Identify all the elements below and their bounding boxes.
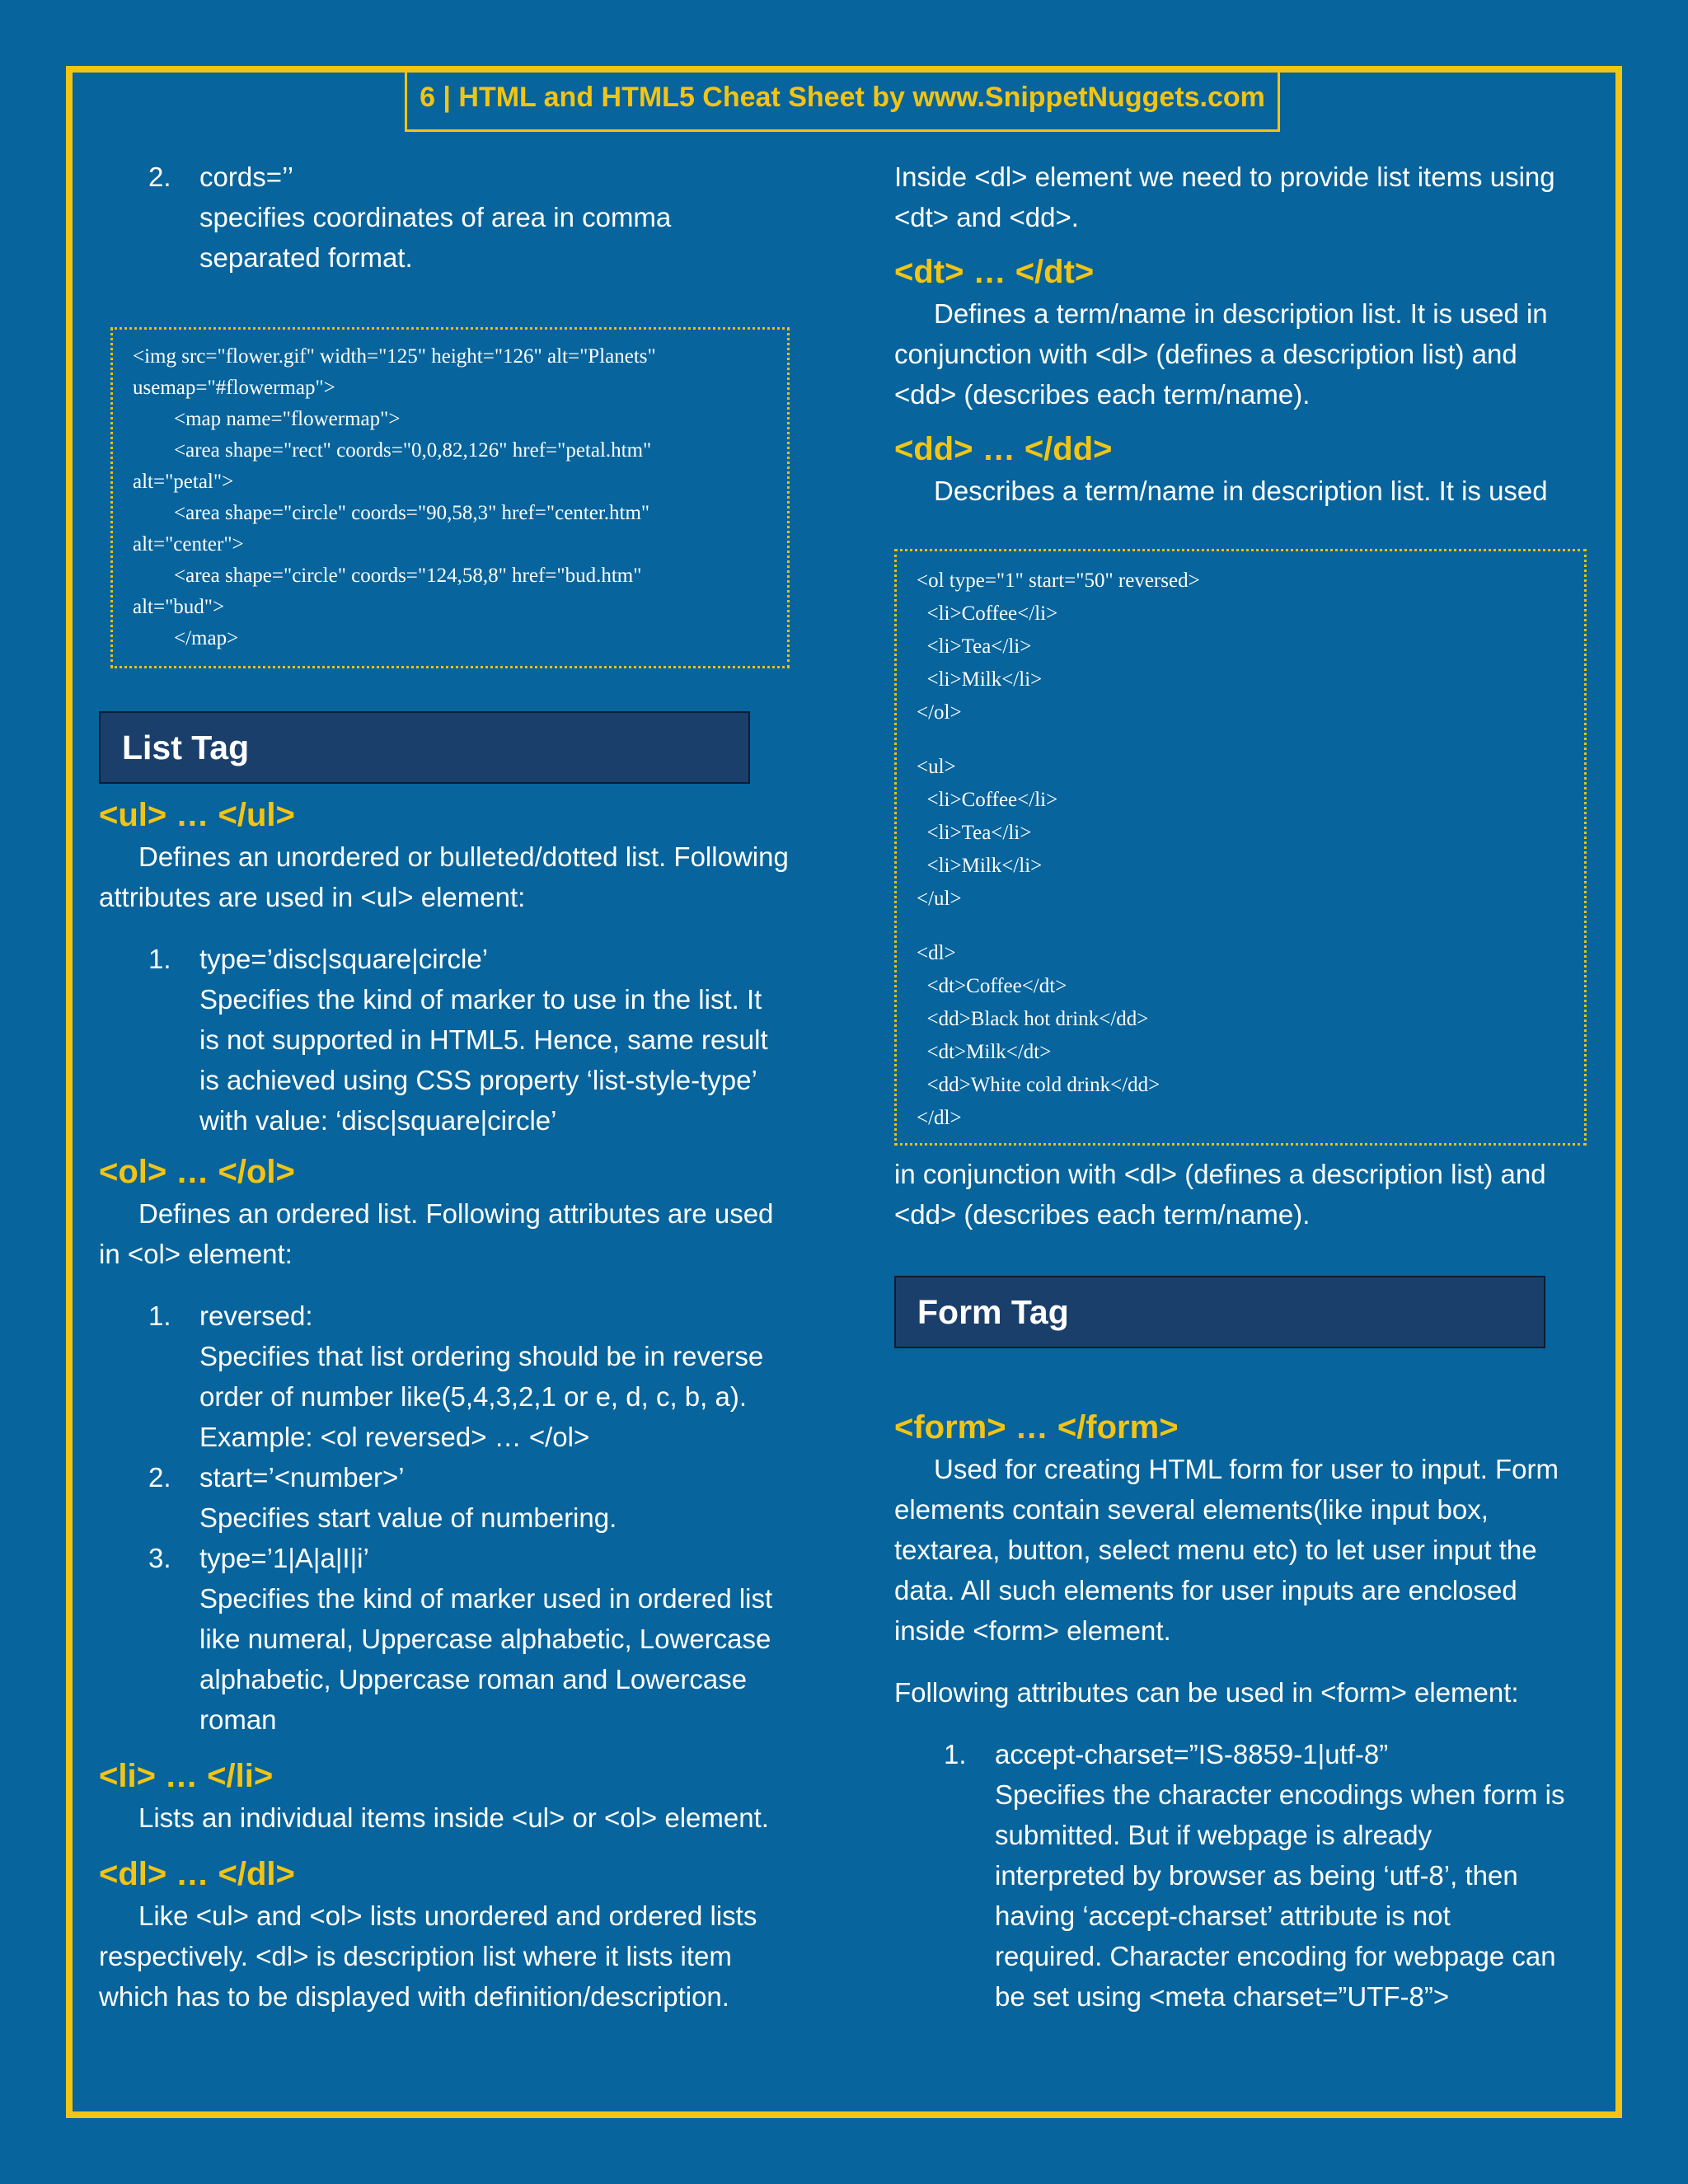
dd-heading: <dd> … </dd> (894, 431, 1113, 467)
form-tag-heading: Form Tag (894, 1276, 1545, 1348)
form-heading: <form> … </form> (894, 1409, 1179, 1446)
cords-list (148, 157, 799, 278)
ol-attributes-list (148, 1296, 799, 1740)
list-tag-heading: List Tag (99, 711, 750, 784)
dl-description: Like <ul> and <ol> lists unordered and ordered lists respectively. <dl> is description list where it lists item which has to be displayed with definition/description. (99, 1900, 757, 2012)
page-header: 6 | HTML and HTML5 Cheat Sheet by www.SnippetNuggets.com (405, 66, 1280, 132)
form-attributes-list (944, 1734, 1587, 2017)
ul-heading: <ul> … </ul> (99, 797, 295, 833)
dd-description-start: Describes a term/name in description list. It is used (934, 476, 1548, 506)
map-code-block: <img src="flower.gif" width="125" height="126" alt="Planets" usemap="#flowermap"> <map name="flowermap"> <area shape="rect" coords="0,0,82,126" href="petal.htm" alt="petal"> <area shape="circle" coords="90,58,3" href="center.htm" alt="center"> <area shape="circle" coords="124,58,8" href="bud.htm" alt="bud"> </map> (110, 327, 790, 668)
list-item: 1. accept-charset=”IS-8859-1|utf-8” Specifies the character encodings when form is submitted. But if webpage is already interpreted by browser as being ‘utf-8’, then having ‘accept-charset’ attribute is not required. Character encoding for webpage can be set using <meta charset=”UTF-8”> (944, 1739, 1565, 2012)
form-attributes-intro: Following attributes can be used in <form> element: (894, 1677, 1519, 1708)
dt-heading: <dt> … </dt> (894, 254, 1095, 290)
ul-description: Defines an unordered or bulleted/dotted list. Following attributes are used in <ul> element: (99, 841, 789, 912)
list-code-block: <ol type="1" start="50" reversed> <li>Coffee</li> <li>Tea</li> <li>Milk</li> </ol> <ul> <li>Coffee</li> <li>Tea</li> <li>Milk</li> </ul> <dl> <dt>Coffee</dt> <dd>Black hot drink</dd> <dt>Milk</dt> <dd>White cold drink</dd> </dl> (894, 549, 1587, 1146)
li-heading: <li> … </li> (99, 1758, 274, 1794)
li-description: Lists an individual items inside <ul> or <ol> element. (138, 1802, 769, 1833)
list-item: 3. type=’1|A|a|I|i’ Specifies the kind of marker used in ordered list like numeral, Uppercase alphabetic, Lowercase alphabetic, Uppercase roman and Lowercase roman (148, 1543, 773, 1735)
dt-description: Defines a term/name in description list. It is used in conjunction with <dl> (defines a description list) and <dd> (describes each term/name). (894, 298, 1548, 410)
dd-description-end: in conjunction with <dl> (defines a description list) and <dd> (describes each term/name). (894, 1159, 1546, 1230)
ol-heading: <ol> … </ol> (99, 1154, 295, 1190)
ul-attributes-list (148, 939, 799, 1141)
ol-description: Defines an ordered list. Following attributes are used in <ol> element: (99, 1198, 774, 1269)
left-column (99, 157, 799, 2017)
list-item: 1. reversed: Specifies that list ordering should be in reverse order of number like(5,4,3,2,1 or e, d, c, b, a). Example: <ol reversed> … </ol> (148, 1301, 764, 1452)
list-item: 2. cords=’’ specifies coordinates of area in comma separated format. (148, 162, 672, 273)
form-description: Used for creating HTML form for user to input. Form elements contain several elements(like input box, textarea, button, select menu etc) to let user input the data. All such elements for user inputs are enclosed inside <form> element. (894, 1454, 1559, 1646)
dl-continued-text: Inside <dl> element we need to provide list items using <dt> and <dd>. (894, 162, 1555, 232)
list-item: 2. start=’<number>’ Specifies start value of numbering. (148, 1462, 617, 1533)
list-item: 1. type=’disc|square|circle’ Specifies the kind of marker to use in the list. It is not supported in HTML5. Hence, same result is achieved using CSS property ‘list-style-type’ with value: ‘disc|square|circle’ (148, 944, 768, 1136)
right-column (894, 157, 1587, 2017)
dl-heading: <dl> … </dl> (99, 1856, 295, 1892)
